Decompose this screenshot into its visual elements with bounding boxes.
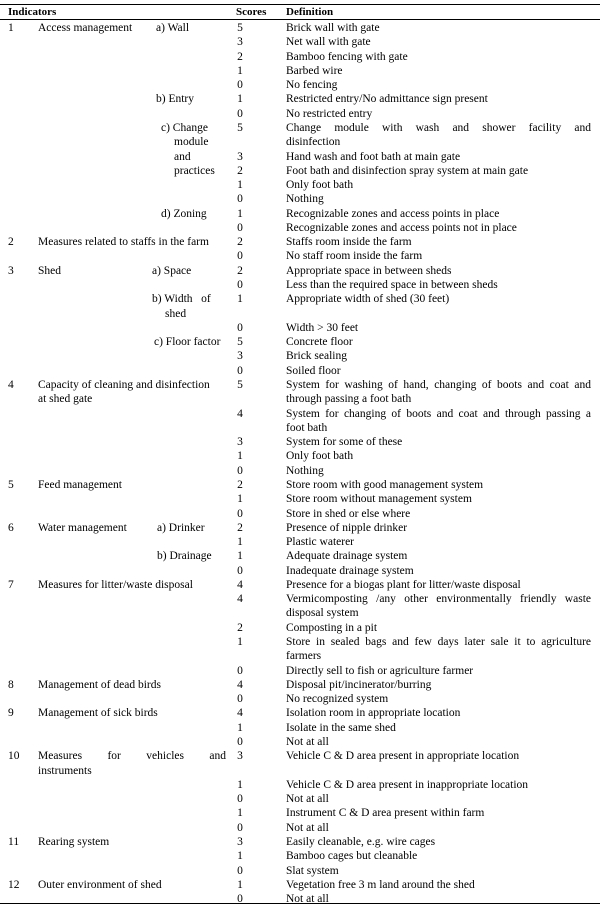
definition-text: Hand wash and foot bath at main gate [286,150,461,163]
score-value: 0 [237,221,243,234]
score-value: 2 [237,478,243,491]
definition-text: Not at all [286,821,329,834]
definition-text: Foot bath and disinfection spray system at main gate [286,164,529,177]
definition-text: Slat system [286,864,339,877]
table-row [0,464,600,478]
score-value: 4 [237,707,243,720]
score-value: 3 [237,750,243,763]
score-value: 3 [237,436,243,449]
indicator-label: Water management [38,521,127,534]
table-row [0,892,600,906]
table-row [0,735,600,749]
table-row [0,835,600,849]
table-row [0,392,600,406]
indicator-label: Rearing system [38,835,110,848]
indicator-label: Shed [38,264,61,277]
definition-text: System for changing of boots and coat and through passing a [286,407,591,420]
definition-text: Change module with wash and shower facility and [286,121,591,134]
table-row [0,792,600,806]
definition-text: Not at all [286,736,329,748]
score-value: 2 [237,264,243,277]
table-row [0,778,600,792]
indicator-number: 11 [8,835,20,848]
table-row [0,449,600,463]
definition-text: foot bath [286,421,328,434]
definition-text: Recognizable zones and access points in place [286,207,500,220]
indicator-label: Access management [38,22,133,34]
definition-text: Store room without management system [286,493,472,506]
sub-indicator-label: practices [174,164,215,177]
score-value: 1 [237,878,243,891]
score-value: 4 [237,407,243,420]
score-value: 0 [237,736,243,748]
table-row [0,578,600,592]
definition-text: Plastic waterer [286,536,355,549]
score-value: 1 [237,536,243,549]
table-row [0,664,600,678]
definition-text: Width > 30 feet [286,321,359,334]
table-row [0,649,600,663]
definition-text: Staffs room inside the farm [286,236,412,249]
definition-text: Store room with good management system [286,478,484,491]
table-row [0,292,600,306]
sub-indicator-label: module [174,136,209,149]
table-row [0,606,600,620]
table-row [0,821,600,835]
definition-text: Vehicle C & D area present in appropriate location [286,750,520,763]
indicator-label: Measures related to staffs in the farm [38,236,209,249]
definition-text: Concrete floor [286,336,353,349]
sub-indicator-label: c) Floor factor [154,336,221,349]
definition-text: Nothing [286,193,324,206]
definition-text: Not at all [286,793,329,806]
table-row [0,364,600,378]
table-row [0,407,600,421]
table-row [0,421,600,435]
indicator-number: 6 [8,521,14,534]
score-value: 5 [237,22,243,34]
sub-indicator-label: a) Drinker [157,521,205,534]
table-row [0,150,600,164]
table-row [0,678,600,692]
table-row [0,21,600,35]
score-value: 1 [237,778,243,791]
table-row [0,435,600,449]
bottom-rule [0,903,600,904]
table-row [0,92,600,106]
score-value: 4 [237,678,243,691]
score-value: 2 [237,50,243,63]
indicator-number: 4 [8,379,14,391]
table-row [0,749,600,763]
definition-text: Soiled floor [286,364,341,377]
indicator-label: Management of dead birds [38,678,161,691]
table-row [0,221,600,235]
table-row [0,335,600,349]
score-value: 1 [237,293,243,306]
table-row [0,64,600,78]
indicator-label: Outer environment of shed [38,878,162,891]
table-row [0,592,600,606]
definition-text: Appropriate space in between sheds [286,264,452,277]
score-value: 0 [237,464,243,477]
score-value: 5 [237,336,243,349]
indicator-label: at shed gate [38,393,93,406]
score-value: 2 [237,164,243,177]
indicator-label: Measures for litter/waste disposal [38,578,193,591]
definition-text: Isolation room in appropriate location [286,707,461,720]
score-value: 3 [237,36,243,49]
table-row [0,692,600,706]
score-value: 1 [237,636,243,649]
definition-text: Only foot bath [286,179,354,192]
definition-text: Store in sealed bags and few days later sale it to agriculture [286,636,591,649]
definition-text: through passing a foot bath [286,393,412,406]
table-row [0,849,600,863]
table-row [0,492,600,506]
score-value: 1 [237,850,243,863]
score-value: 0 [237,107,243,120]
table-row [0,564,600,578]
table-row [0,635,600,649]
definition-text: disposal system [286,607,359,620]
table-row [0,549,600,563]
indicator-label: instruments [38,764,92,777]
header-definition: Definition [286,6,334,18]
table-row [0,164,600,178]
table-row [0,521,600,535]
score-value: 1 [237,550,243,563]
score-value: 0 [237,507,243,520]
definition-text: Directly sell to fish or agriculture farmer [286,664,474,677]
score-value: 0 [237,693,243,706]
header-scores: Scores [236,6,267,18]
definition-text: Bamboo fencing with gate [286,50,408,63]
definition-text: Brick sealing [286,350,347,363]
table-row [0,249,600,263]
table-row [0,621,600,635]
indicator-number: 2 [8,236,14,249]
score-value: 0 [237,564,243,577]
sub-indicator-label: a) Wall [156,22,190,34]
score-value: 1 [237,93,243,106]
definition-text: System for some of these [286,436,403,449]
sub-indicator-label: shed [165,307,187,320]
score-value: 3 [237,350,243,363]
table-row [0,864,600,878]
table-row [0,107,600,121]
definition-text: Nothing [286,464,324,477]
score-value: 1 [237,450,243,463]
table-row [0,50,600,64]
table-row [0,378,600,392]
score-value: 0 [237,321,243,334]
table-row [0,307,600,321]
score-value: 0 [237,821,243,834]
table-row [0,706,600,720]
score-value: 3 [237,150,243,163]
score-value: 5 [237,379,243,391]
sub-indicator-label: b) Drainage [157,550,212,563]
score-value: 1 [237,493,243,506]
indicator-number: 3 [8,264,14,277]
score-value: 0 [237,864,243,877]
sub-indicator-label: b) Entry [156,93,195,106]
sub-indicator-label: and [174,150,191,163]
table-row [0,78,600,92]
indicator-label: Feed management [38,478,122,491]
table-row [0,806,600,820]
table-header [0,4,600,20]
table-row [0,207,600,221]
definition-text: Presence for a biogas plant for litter/waste disposal [286,578,521,591]
indicator-label: Capacity of cleaning and disinfection [38,379,210,391]
score-value: 1 [237,207,243,220]
definition-text: Barbed wire [286,64,343,77]
definition-text: Less than the required space in between sheds [286,279,498,292]
table-row [0,321,600,335]
score-value: 4 [237,578,243,591]
definition-text: farmers [286,650,322,663]
header-indicators: Indicators [8,6,57,18]
indicator-number: 7 [8,578,14,591]
table-row [0,178,600,192]
definition-text: System for washing of hand, changing of boots and coat and [286,379,591,391]
score-value: 0 [237,250,243,263]
score-value: 2 [237,521,243,534]
sub-indicator-label: b) Width of [152,293,211,306]
indicator-number: 9 [8,707,14,720]
definition-text: Net wall with gate [286,36,371,49]
score-value: 2 [237,621,243,634]
table-row [0,235,600,249]
indicator-number: 10 [8,750,20,763]
score-value: 0 [237,193,243,206]
table-row [0,278,600,292]
definition-text: Adequate drainage system [286,550,408,563]
table-row [0,535,600,549]
score-value: 1 [237,721,243,734]
definition-text: Inadequate drainage system [286,564,414,577]
definition-text: Recognizable zones and access points not in place [286,221,517,234]
table-row [0,264,600,278]
definition-text: No staff room inside the farm [286,250,423,263]
definition-text: Vegetation free 3 m land around the shed [286,878,475,891]
table-row [0,721,600,735]
indicator-label: Management of sick birds [38,707,158,720]
score-value: 5 [237,121,243,134]
score-value: 1 [237,807,243,820]
definition-text: Easily cleanable, e.g. wire cages [286,835,436,848]
definition-text: Store in shed or else where [286,507,411,520]
indicator-number: 1 [8,22,14,34]
definition-text: Disposal pit/incinerator/burring [286,678,432,691]
definition-text: Appropriate width of shed (30 feet) [286,293,450,306]
definition-text: Vehicle C & D area present in inappropriate location [286,778,529,791]
score-value: 1 [237,64,243,77]
score-value: 1 [237,179,243,192]
sub-indicator-label: d) Zoning [161,207,207,220]
table-row [0,878,600,892]
sub-indicator-label: c) Change [161,121,208,134]
table-row [0,764,600,778]
score-value: 0 [237,664,243,677]
table-row [0,349,600,363]
definition-text: No recognized system [286,693,389,706]
definition-text: Brick wall with gate [286,22,380,34]
score-value: 4 [237,593,243,606]
definition-text: Only foot bath [286,450,354,463]
score-value: 3 [237,835,243,848]
definition-text: Isolate in the same shed [286,721,396,734]
indicator-number: 8 [8,678,14,691]
score-value: 0 [237,79,243,92]
table-row [0,478,600,492]
definition-text: Presence of nipple drinker [286,521,408,534]
indicator-number: 12 [8,878,20,891]
definition-text: No restricted entry [286,107,373,120]
table-row [0,121,600,135]
definition-text: Instrument C & D area present within farm [286,807,485,820]
score-value: 0 [237,279,243,292]
definition-text: No fencing [286,79,338,92]
table-row [0,507,600,521]
indicator-number: 5 [8,478,14,491]
table-row [0,192,600,206]
score-value: 0 [237,364,243,377]
definition-text: Not at all [286,893,329,906]
definition-text: Bamboo cages but cleanable [286,850,418,863]
definition-text: Composting in a pit [286,621,378,634]
sub-indicator-label: a) Space [152,264,192,277]
definition-text: Vermicomposting /any other environmentally friendly waste [286,593,591,606]
score-value: 2 [237,236,243,249]
score-value: 0 [237,893,243,906]
table-row [0,35,600,49]
definition-text: disinfection [286,136,341,149]
definition-text: Restricted entry/No admittance sign present [286,93,488,106]
table-row [0,135,600,149]
indicator-label: Measures for vehicles and [38,750,226,763]
score-value: 0 [237,793,243,806]
